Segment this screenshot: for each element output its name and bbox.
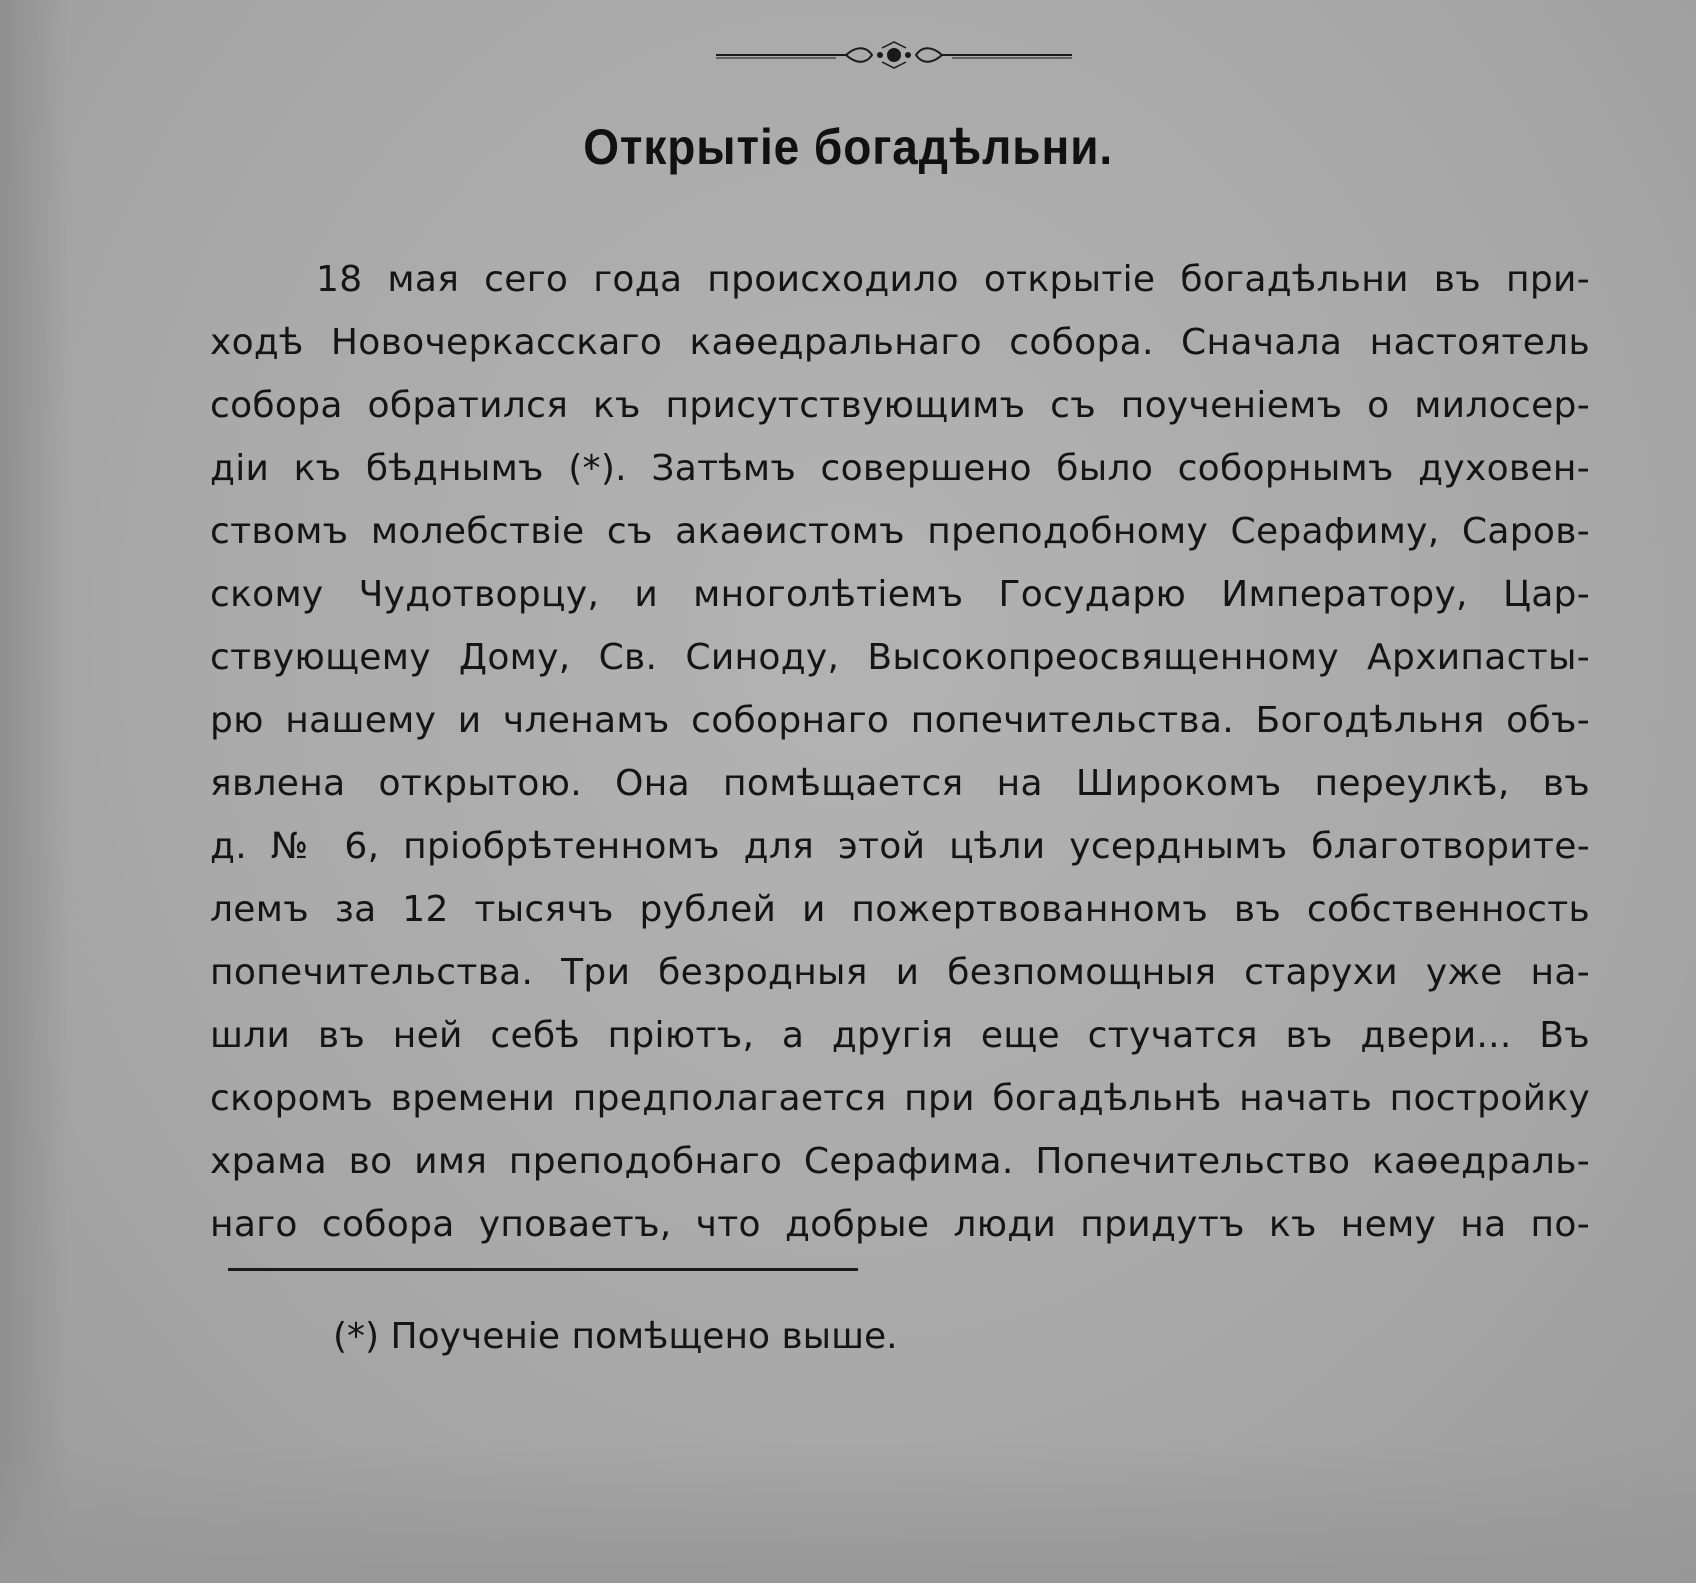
body-line: ствомъ молебствіе съ акаѳистомъ преподобному Серафиму, Саров- bbox=[210, 511, 1590, 552]
page-gutter-shadow bbox=[0, 0, 70, 1583]
body-line: діи къ бѣднымъ (*). Затѣмъ совершено было соборнымъ духовен- bbox=[210, 448, 1590, 489]
ornament-divider-icon bbox=[716, 40, 1072, 70]
body-line: явлена открытою. Она помѣщается на Широкомъ переулкѣ, въ bbox=[210, 763, 1590, 804]
body-line: ходѣ Новочеркасскаго каѳедральнаго собора. Сначала настоятель bbox=[210, 322, 1590, 363]
body-line: скоромъ времени предполагается при богадѣльнѣ начать постройку bbox=[210, 1078, 1590, 1119]
body-line: собора обратился къ присутствующимъ съ поученіемъ о милосер- bbox=[210, 385, 1590, 426]
body-line: ствующему Дому, Св. Синоду, Высокопреосвященному Архипасты- bbox=[210, 637, 1590, 678]
article-title: Открытіе богадѣльни. bbox=[583, 119, 1114, 175]
article-body bbox=[210, 248, 1590, 1256]
body-line: скому Чудотворцу, и многолѣтіемъ Государю Императору, Цар- bbox=[210, 574, 1590, 615]
body-line: наго собора уповаетъ, что добрые люди придутъ къ нему на по- bbox=[210, 1204, 1590, 1245]
footnote: (*) Поученіе помѣщено выше. bbox=[333, 1316, 898, 1357]
body-line: лемъ за 12 тысячъ рублей и пожертвованномъ въ собственность bbox=[210, 889, 1590, 930]
page-bottom-shadow bbox=[0, 1443, 1696, 1583]
body-line: храма во имя преподобнаго Серафима. Попечительство каѳедраль- bbox=[210, 1141, 1590, 1182]
body-line: шли въ ней себѣ пріютъ, а другія еще стучатся въ двери... Въ bbox=[210, 1015, 1590, 1056]
body-line: д. № 6, пріобрѣтенномъ для этой цѣли усерднымъ благотворите- bbox=[210, 826, 1590, 867]
body-line: 18 мая сего года происходило открытіе богадѣльни въ при- bbox=[316, 259, 1590, 300]
footnote-rule bbox=[228, 1268, 858, 1271]
body-line: рю нашему и членамъ соборнаго попечительства. Богодѣльня объ- bbox=[210, 700, 1590, 741]
body-line: попечительства. Три безродныя и безпомощныя старухи уже на- bbox=[210, 952, 1590, 993]
